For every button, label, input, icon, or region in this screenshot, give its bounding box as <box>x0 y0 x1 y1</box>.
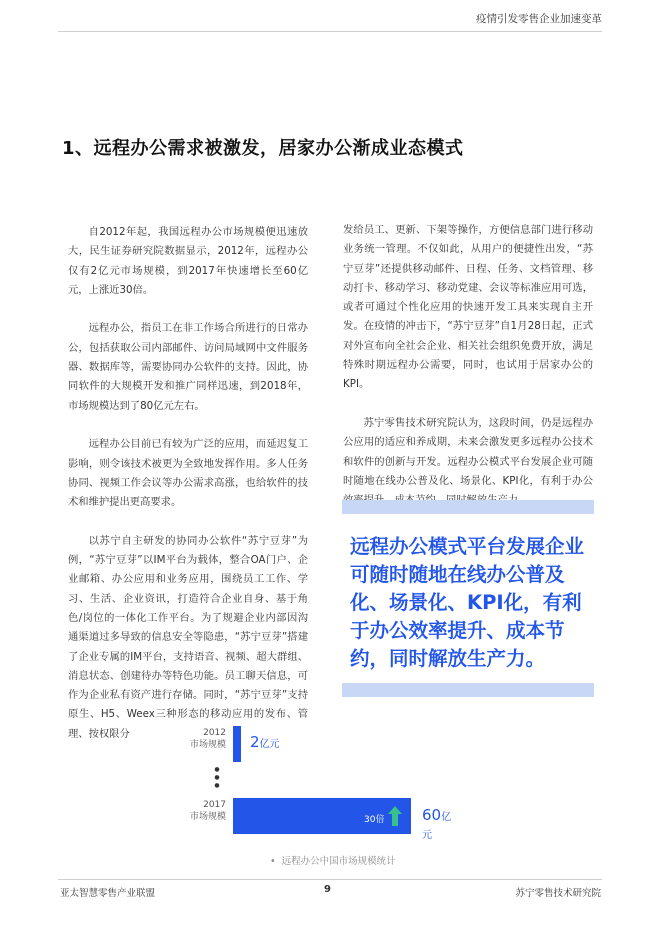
header-title: 疫情引发零售企业加速变革 <box>476 13 602 25</box>
ellipsis-dots: ● ● ● <box>214 766 220 789</box>
section-heading: 1、远程办公需求被激发，居家办公渐成业态模式 <box>62 138 464 159</box>
footer-divider <box>58 879 602 880</box>
category-label-2012 <box>170 727 226 751</box>
up-arrow-icon <box>388 806 402 826</box>
footer-institute: 苏宁零售技术研究院 <box>515 888 601 899</box>
paragraph: 远程办公目前已有较为广泛的应用，而延迟复工影响，则令该技术被更为全致地发挥作用。多人任务协同、视频工作会议等办公需求高涨，也给软件的技术和维护提出更高要求。 <box>68 438 308 509</box>
value-unit: 亿元 <box>422 812 452 841</box>
paragraph: 发给员工、更新、下架等操作，方便信息部门进行移动业务统一管理。不仅如此，从用户的便捷性出发，“苏宁豆芽”还提供移动邮件、日程、任务、文档管理、移动打卡、移动学习、移动党建、会议等标准应用可选，或者可通过个性化应用的快速开发工具来实现自主开发。在疫情的冲击下，“苏宁豆芽”自1月28日起，正式对外宣布向全社会企业、相关社会组织免费开放，满足特殊时期远程办公需要，同时，也试用于居家办公的KPI。 <box>343 224 593 391</box>
paragraph: 自2012年起，我国远程办公市场规模便迅速放大，民生证券研究院数据显示，2012年，远程办公仅有2亿元市场规模，到2017年快速增长至60亿元，上涨近30倍。 <box>68 226 308 296</box>
category-suffix: 市场规模 <box>189 740 226 750</box>
value-label-2017 <box>422 806 460 842</box>
header-divider <box>58 31 602 32</box>
category-suffix: 市场规模 <box>189 812 226 822</box>
caption-text: 远程办公中国市场规模统计 <box>281 856 396 867</box>
paragraph: 远程办公，指员工在非工作场合所进行的日常办公，包括获取公司内部邮件、访问局域网中文件服务器、数据库等，需要协同办公软件的支持。因此，协同软件的大规模开发和推广同样迅速，到2018年，市场规模达到了80亿元左右。 <box>68 322 308 412</box>
value-number: 2 <box>250 733 260 751</box>
value-number: 60 <box>422 806 442 824</box>
body-left-column <box>68 223 308 763</box>
value-unit: 亿元 <box>259 739 280 750</box>
paragraph: 以苏宁自主研发的协同办公软件“苏宁豆芽”为例，“苏宁豆芽”以IM平台为载体，整合OA门户、企业邮箱、办公应用和业务应用，围绕员工工作、学习、生活、企业资讯，打造符合企业自身、基于角色/岗位的一体化工作平台。为了规避企业内部因沟通渠道过多导致的信息安全等隐患，“苏宁豆芽”搭建了企业专属的IM平台，支持语音、视频、超大群组、消息状态、创建待办等特色功能。员工聊天信息，可作为企业私有资产进行存储。同时，“苏宁豆芽”支持原生、H5、Weex三种形态的移动应用的发布、管理、按权限分 <box>68 534 308 740</box>
chart-caption <box>270 853 396 867</box>
growth-annotation: 30倍 <box>364 815 385 825</box>
quote-bottom-bar <box>342 683 594 697</box>
body-right-column <box>343 221 593 530</box>
paragraph: 苏宁零售技术研究院认为，这段时间，仍是远程办公应用的适应和养成期，未来会激发更多远程办公技术和软件的创新与开发。远程办公模式平台发展企业可随时随地在线办公普及化、场景化、KPI化，有利于办公 <box>343 416 593 487</box>
quote-top-bar <box>342 500 594 514</box>
value-label-2012 <box>250 733 280 751</box>
category-label-2017 <box>170 799 226 823</box>
category-year: 2012 <box>203 728 226 738</box>
footer-publisher: 亚太智慧零售产业联盟 <box>60 888 156 899</box>
bar-2012 <box>233 726 241 762</box>
market-size-chart <box>170 720 460 840</box>
page-number: 9 <box>324 884 331 895</box>
pull-quote: 远程办公模式平台发展企业可随时随地在线办公普及化、场景化、KPI化，有利于办公效率提升、成本节约，同时解放生产力。 <box>350 535 585 670</box>
category-year: 2017 <box>203 800 226 810</box>
bullet-icon: • <box>270 856 282 867</box>
